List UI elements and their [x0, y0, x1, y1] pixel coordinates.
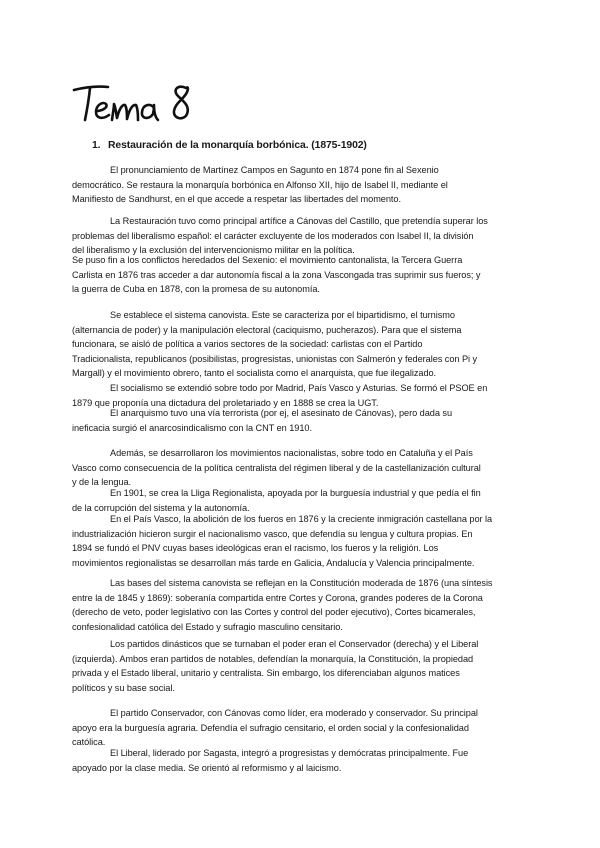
text-line: la guerra de Cuba en 1878, con la promesa de su autonomía. — [72, 284, 320, 295]
text-line: y de la lengua. — [72, 477, 132, 488]
text-line: En 1901, se crea la Lliga Regionalista, apoyada por la burguesía industrial y que pedía el fin — [110, 488, 481, 498]
section-heading — [92, 140, 367, 151]
section-number: 1. — [92, 140, 101, 151]
paragraph-7 — [72, 446, 532, 490]
text-line: democrático. Se restaura la monarquía borbónica en Alfonso XII, hijo de Isabel II, mediante el — [72, 179, 448, 190]
text-line: movimientos regionalistas se desarrollan más tarde en Galicia, Andalucía y Valencia principalmente. — [72, 557, 475, 568]
text-line: industrialización hicieron surgir el nacionalismo vasco, que defendía su lengua y cultura propias. En — [72, 528, 473, 539]
text-line: Vasco como consecuencia de la política centralista del régimen liberal y de la castellanización cultural — [72, 462, 481, 473]
paragraph-10 — [72, 576, 532, 634]
paragraph-6 — [72, 406, 532, 435]
text-line: ineficacia surgió el anarcosindicalismo con la CNT en 1910. — [72, 422, 312, 433]
text-line: (derecho de veto, poder legislativo con las Cortes y control del poder ejecutivo), Cortes bicamerales, — [72, 607, 476, 618]
text-line: Margall) y el movimiento obrero, tanto el socialista como el anarquista, que fue ilegalizado. — [72, 368, 437, 379]
text-line: apoyo era la burguesía agraria. Defendía el sufragio censitario, el orden social y la confesionalidad — [72, 722, 469, 733]
paragraph-1 — [72, 163, 532, 207]
text-line: funcionara, se aisló de política a varios sectores de la sociedad: carlistas con el Partido — [72, 339, 423, 350]
paragraph-8 — [72, 486, 532, 515]
paragraph-12 — [72, 706, 532, 750]
text-line: Manifiesto de Sandhurst, en el que accede a respetar las libertades del momento. — [72, 194, 401, 205]
text-line: Carlista en 1876 tras acceder a dar autonomía fiscal a la zona Vascongada tras suprimir sus fueros; y — [72, 269, 481, 280]
text-line: Además, se desarrollaron los movimientos nacionalistas, sobre todo en Cataluña y el País — [110, 448, 473, 458]
text-line: Se establece el sistema canovista. Este se caracteriza por el bipartidismo, el turnismo — [110, 310, 455, 320]
text-line: El socialismo se extendió sobre todo por Madrid, País Vasco y Asturias. Se formó el PSOE en — [110, 383, 488, 393]
handwritten-title — [72, 78, 202, 126]
text-line: católica. — [72, 737, 106, 748]
text-line: (izquierda). Ambos eran partidos de notables, defendían la monarquía, la Constitución, la propiedad — [72, 653, 474, 664]
text-line: Se puso fin a los conflictos heredados del Sexenio: el movimiento cantonalista, la Tercera Guerra — [72, 255, 463, 265]
text-line: 1894 se fundó el PNV cuyas bases ideológicas eran el racismo, los fueros y la religión. Los — [72, 543, 439, 554]
text-line: La Restauración tuvo como principal artífice a Cánovas del Castillo, que pretendía superar los — [110, 216, 488, 226]
text-line: El pronunciamiento de Martínez Campos en Sagunto en 1874 pone fin al Sexenio — [110, 165, 439, 175]
text-line: Los partidos dinásticos que se turnaban el poder eran el Conservador (derecha) y el Liberal — [110, 639, 479, 649]
text-line: entre la de 1845 y 1869): soberanía compartida entre Cortes y Corona, grandes poderes de la Corona — [72, 592, 483, 603]
text-line: Tradicionalista, republicanos (posibilistas, progresistas, unionistas con Salmerón y federales con Pi y — [72, 353, 478, 364]
text-line: 1879 que proponía una dictadura del proletariado y en 1888 se crea la UGT. — [72, 397, 379, 408]
text-line: Las bases del sistema canovista se reflejan en la Constitución moderada de 1876 (una síntesis — [110, 578, 493, 588]
paragraph-13 — [72, 746, 532, 775]
text-line: de la corrupción del sistema y la autonomía. — [72, 502, 250, 513]
text-line: políticos y su base social. — [72, 682, 175, 693]
paragraph-3 — [72, 253, 532, 297]
text-line: El Liberal, liderado por Sagasta, integró a progresistas y demócratas principalmente. Fue — [110, 748, 469, 758]
text-line: apoyado por la clase media. Se orientó al reformismo y al laicismo. — [72, 762, 342, 773]
text-line: confesionalidad católica del Estado y sufragio masculino censitario. — [72, 621, 343, 632]
handwritten-title-lettering — [72, 78, 202, 126]
text-line: del liberalismo y la exclusión del intervencionismo militar en la política. — [72, 245, 355, 256]
text-line: (alternancia de poder) y la manipulación electoral (caciquismo, pucherazos). Para que el sistema — [72, 324, 462, 335]
paragraph-4 — [72, 308, 532, 381]
text-line: El partido Conservador, con Cánovas como líder, era moderado y conservador. Su principal — [110, 708, 478, 718]
paragraph-9 — [72, 512, 532, 570]
section-title: Restauración de la monarquía borbónica. (1875-1902) — [108, 140, 367, 151]
paragraph-11 — [72, 637, 532, 695]
text-line: El anarquismo tuvo una vía terrorista (por ej, el asesinato de Cánovas), pero dada su — [110, 408, 453, 418]
text-line: En el País Vasco, la abolición de los fueros en 1876 y la creciente inmigración castellana por la — [110, 514, 493, 524]
paragraph-2 — [72, 214, 532, 258]
text-line: problemas del liberalismo español: el carácter excluyente de los moderados con Isabel II, la división — [72, 230, 474, 241]
text-line: privada y el Estado liberal, unitario y centralista. Sin embargo, los diferenciaban algunos matices — [72, 668, 460, 679]
